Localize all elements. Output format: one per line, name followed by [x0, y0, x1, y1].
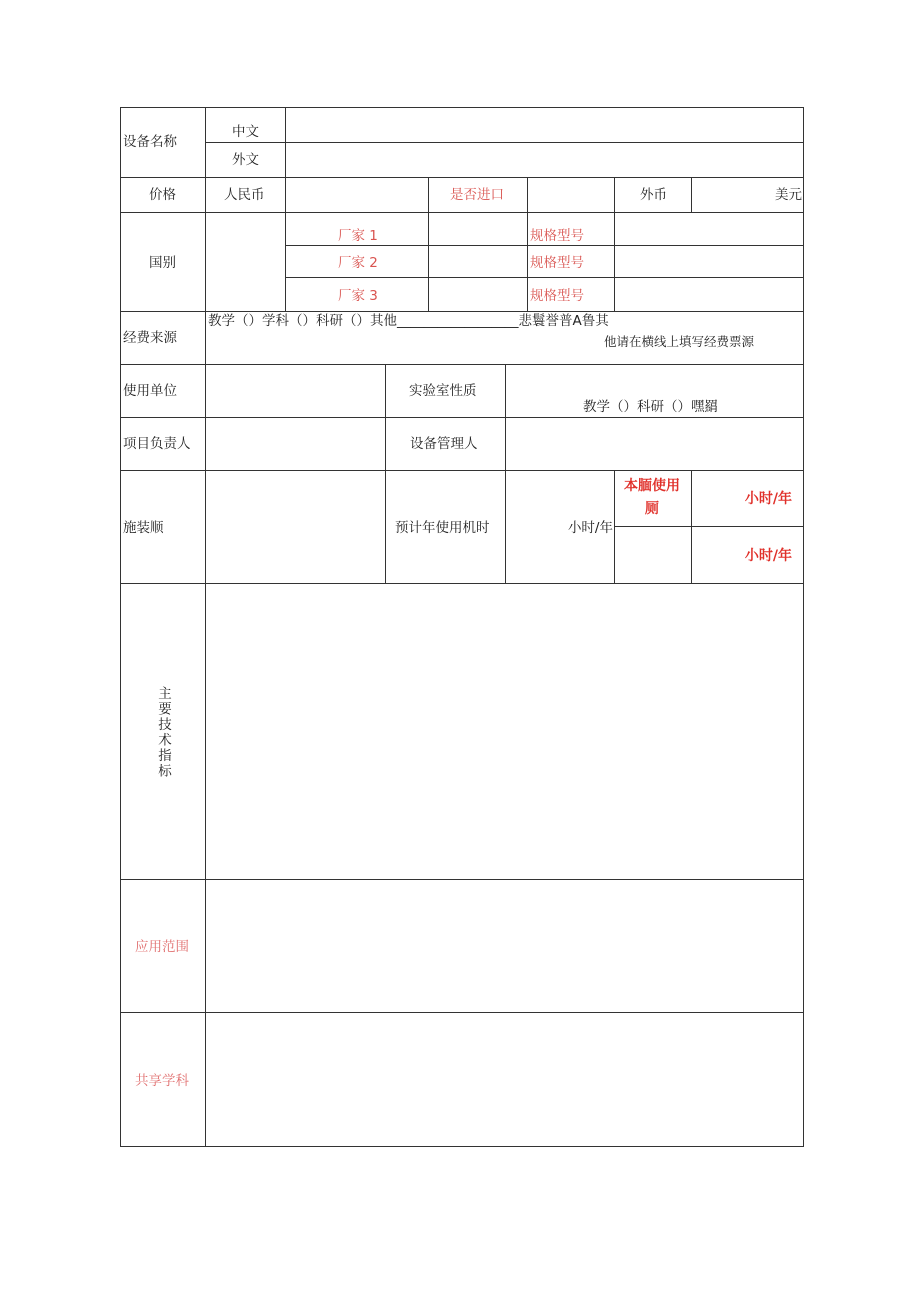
annual-hours-unit: 小时/年	[567, 520, 613, 536]
tech-specs-label: 主要技术指标	[155, 686, 171, 779]
installation-label-cell	[120, 470, 206, 584]
funding-note: 他请在横线上填写经费票源	[604, 334, 755, 349]
project-lead-field[interactable]	[205, 417, 386, 471]
internal-use-label-cell	[614, 470, 692, 527]
country-field[interactable]	[205, 212, 286, 312]
user-unit-label-cell	[120, 364, 206, 418]
vendor-2-spec-label-cell	[527, 245, 615, 278]
funding-options: 教学（）学科（）科研（）其他__________________悲鬟誉普A鲁其	[208, 313, 609, 329]
equipment-manager-field[interactable]	[505, 417, 804, 471]
project-lead-label: 项目负责人	[123, 436, 191, 452]
chinese-label-cell	[205, 107, 286, 143]
internal-use-hours-field[interactable]	[691, 470, 804, 527]
imported-field[interactable]	[527, 177, 615, 213]
vendor-3-spec-field[interactable]	[614, 277, 804, 312]
rmb-price-field[interactable]	[285, 177, 429, 213]
lab-nature-label-cell	[385, 364, 506, 418]
chinese-label: 中文	[232, 124, 259, 140]
vendor-2-spec-field[interactable]	[614, 245, 804, 278]
equipment-manager-label: 设备管理人	[410, 436, 478, 452]
application-label-cell	[120, 879, 206, 1013]
lab-nature-field[interactable]	[505, 364, 804, 418]
usd-field[interactable]	[691, 177, 804, 213]
price-label-cell	[120, 177, 206, 213]
foreign-label: 外文	[232, 152, 259, 168]
funding-label-cell	[120, 311, 206, 365]
external-use-hours-unit: 小时/年	[744, 548, 792, 564]
internal-use-label-line2: 厕	[645, 501, 659, 517]
imported-label: 是否进口	[450, 187, 504, 203]
project-lead-label-cell	[120, 417, 206, 471]
funding-field[interactable]	[205, 311, 804, 365]
vendor-3-label-cell	[285, 277, 429, 312]
vendor-1-spec-label: 规格型号	[530, 228, 584, 244]
annual-hours-label: 预计年使用机时	[395, 520, 490, 536]
application-label: 应用范围	[135, 939, 189, 955]
equipment-form	[121, 108, 805, 1148]
lab-nature-label: 实验室性质	[409, 383, 477, 399]
vendor-3-spec-label-cell	[527, 277, 615, 312]
shared-label: 共享学科	[135, 1073, 189, 1089]
vendor-2-label: 厂家 2	[338, 255, 378, 271]
foreign-name-field[interactable]	[285, 142, 804, 178]
vendor-2-field[interactable]	[428, 245, 528, 278]
foreign-currency-label-cell	[614, 177, 692, 213]
installation-field[interactable]	[205, 470, 386, 584]
vendor-3-label: 厂家 3	[338, 288, 378, 304]
installation-label: 施装顺	[123, 520, 164, 536]
internal-use-hours-unit: 小时/年	[744, 491, 792, 507]
vendor-1-field[interactable]	[428, 212, 528, 246]
vendor-1-spec-field[interactable]	[614, 212, 804, 246]
usd-label: 美元	[775, 187, 802, 203]
rmb-label: 人民币	[224, 187, 265, 203]
external-use-label-cell[interactable]	[614, 526, 692, 584]
country-label: 国别	[149, 255, 176, 271]
country-label-cell	[120, 212, 206, 312]
tech-specs-field[interactable]	[205, 583, 804, 880]
annual-hours-field[interactable]	[505, 470, 615, 584]
internal-use-label-line1: 本腼使用	[624, 478, 680, 494]
vendor-3-field[interactable]	[428, 277, 528, 312]
lab-nature-options: 教学（）科研（）嘿羂	[583, 399, 718, 415]
shared-label-cell	[120, 1012, 206, 1147]
equipment-name-label: 设备名称	[123, 134, 177, 150]
user-unit-label: 使用单位	[123, 383, 177, 399]
price-label: 价格	[149, 187, 176, 203]
equipment-manager-label-cell	[385, 417, 506, 471]
vendor-1-spec-label-cell	[527, 212, 615, 246]
shared-field[interactable]	[205, 1012, 804, 1147]
foreign-currency-label: 外币	[640, 187, 667, 203]
vendor-3-spec-label: 规格型号	[530, 288, 584, 304]
tech-specs-label-cell	[120, 583, 206, 880]
equipment-name-label-cell	[120, 107, 206, 178]
annual-hours-label-cell	[385, 470, 506, 584]
funding-label: 经费来源	[123, 330, 177, 346]
vendor-1-label: 厂家 1	[338, 228, 378, 244]
user-unit-field[interactable]	[205, 364, 386, 418]
chinese-name-field[interactable]	[285, 107, 804, 143]
imported-label-cell	[428, 177, 528, 213]
foreign-label-cell	[205, 142, 286, 178]
vendor-2-spec-label: 规格型号	[530, 255, 584, 271]
vendor-1-label-cell	[285, 212, 429, 246]
external-use-hours-field[interactable]	[691, 526, 804, 584]
rmb-label-cell	[205, 177, 286, 213]
application-field[interactable]	[205, 879, 804, 1013]
vendor-2-label-cell	[285, 245, 429, 278]
